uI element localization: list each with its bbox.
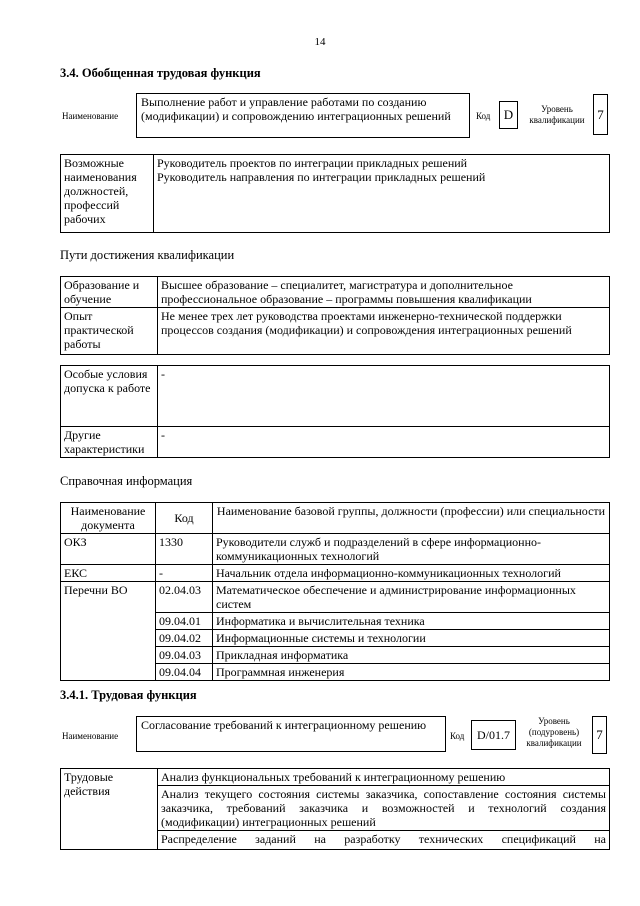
function-code-value: D/01.7	[471, 720, 516, 750]
ref-code: 02.04.03	[156, 582, 213, 613]
generalized-function-name: Выполнение работ и управление работами по созданию (модификации) и сопровождению интеграционных решений	[136, 93, 470, 138]
reference-title: Справочная информация	[60, 474, 193, 488]
table-row	[61, 534, 610, 565]
code-label: Код	[476, 111, 491, 121]
special-conditions-label: Особые условия допуска к работе	[61, 366, 158, 427]
action-item: Анализ функциональных требований к интеграционному решению	[158, 769, 610, 786]
level-value: 7	[593, 94, 608, 135]
ref-name: Начальник отдела информационно-коммуникационных технологий	[213, 565, 610, 582]
ref-name: Информатика и вычислительная техника	[213, 613, 610, 630]
positions-label: Возможные наименования должностей, профессий рабочих	[61, 155, 154, 233]
ref-code: 09.04.01	[156, 613, 213, 630]
conditions-table	[60, 365, 610, 458]
ref-code: 09.04.04	[156, 664, 213, 681]
level-label: Уровень квалификации	[529, 104, 585, 125]
ref-doc: ЕКС	[61, 565, 156, 582]
header-code: Код	[156, 503, 213, 534]
other-characteristics-value: -	[158, 427, 610, 458]
actions-table	[60, 768, 610, 850]
function-name: Согласование требований к интеграционному решению	[136, 716, 446, 752]
positions-list	[154, 155, 610, 233]
ref-doc: ОКЗ	[61, 534, 156, 565]
education-value: Высшее образование – специалитет, магистратура и дополнительное профессиональное образование – программы повышения квалификации	[158, 277, 610, 308]
experience-value: Не менее трех лет руководства проектами инженерно-технической поддержки процессов создания (модификации) и сопровождения интеграционных решений	[158, 308, 610, 355]
positions-table	[60, 154, 610, 233]
action-item: Распределение заданий на разработку технических спецификаций на	[158, 831, 610, 850]
function-code-label: Код	[450, 731, 465, 741]
ref-code: 09.04.03	[156, 647, 213, 664]
special-conditions-value: -	[158, 366, 610, 427]
function-title: 3.4.1. Трудовая функция	[60, 688, 197, 702]
education-label: Образование и обучение	[61, 277, 158, 308]
ref-name: Информационные системы и технологии	[213, 630, 610, 647]
ref-name: Прикладная информатика	[213, 647, 610, 664]
position-item: Руководитель направления по интеграции прикладных решений	[157, 170, 486, 184]
reference-table	[60, 502, 610, 681]
function-level-value: 7	[592, 716, 607, 754]
function-name-label: Наименование	[62, 731, 119, 741]
header-name: Наименование базовой группы, должности (профессии) или специальности	[213, 503, 610, 534]
ref-doc: Перечни ВО	[61, 582, 156, 681]
qualification-table	[60, 276, 610, 355]
ref-name: Математическое обеспечение и администрирование информационных систем	[213, 582, 610, 613]
ref-name: Руководители служб и подразделений в сфере информационно-коммуникационных технологий	[213, 534, 610, 565]
position-item: Руководитель проектов по интеграции прикладных решений	[157, 156, 468, 170]
other-characteristics-label: Другие характеристики	[61, 427, 158, 458]
section-title: 3.4. Обобщенная трудовая функция	[60, 66, 261, 80]
ref-code: 1330	[156, 534, 213, 565]
qualification-title: Пути достижения квалификации	[60, 248, 235, 262]
ref-code: 09.04.02	[156, 630, 213, 647]
ref-code: -	[156, 565, 213, 582]
action-item: Анализ текущего состояния системы заказчика, сопоставление состояния системы заказчика, требований заказчика и возможностей и технологий создания (модификации) интеграционных решений	[158, 786, 610, 831]
code-value: D	[499, 101, 518, 129]
function-level-label: Уровень (подуровень) квалификации	[526, 716, 582, 748]
experience-label: Опыт практической работы	[61, 308, 158, 355]
header-document: Наименование документа	[61, 503, 156, 534]
name-label: Наименование	[62, 111, 119, 121]
actions-label: Трудовые действия	[61, 769, 158, 850]
ref-name: Программная инженерия	[213, 664, 610, 681]
table-row	[61, 565, 610, 582]
page-number: 14	[314, 36, 326, 48]
table-row	[61, 582, 610, 613]
